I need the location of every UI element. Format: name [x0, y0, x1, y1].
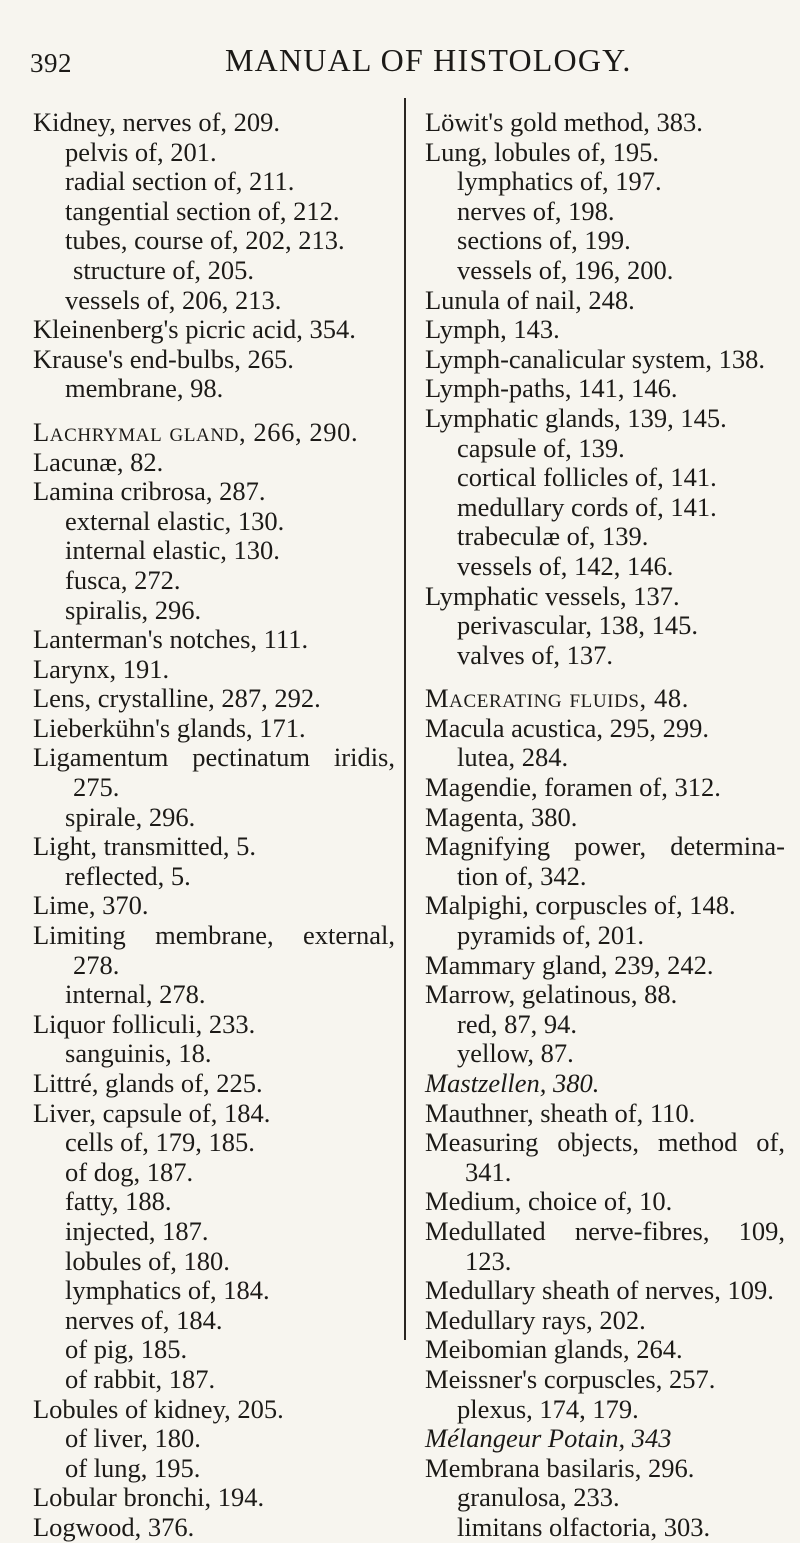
index-entry: Logwood, 376.: [33, 1511, 195, 1542]
index-entry: Light, transmitted, 5.: [33, 831, 257, 862]
index-entry: Magendie, foramen of, 312.: [425, 772, 721, 803]
index-column-right: [425, 108, 785, 1543]
section-gap: [33, 404, 395, 418]
index-subentry: fusca, 272.: [65, 564, 181, 595]
index-entry: Lime, 370.: [33, 890, 149, 921]
index-subentry: vessels of, 142, 146.: [457, 550, 674, 581]
index-subentry: nerves of, 198.: [457, 195, 615, 226]
index-entry: Medullated nerve-fibres, 109,: [425, 1215, 785, 1246]
index-entry: Lobular bronchi, 194.: [33, 1482, 265, 1513]
index-entry: Ligamentum pectinatum iridis,: [33, 742, 395, 773]
index-subentry: lymphatics of, 197.: [457, 166, 662, 197]
index-entry: Marrow, gelatinous, 88.: [425, 979, 678, 1010]
index-entry: Medullary sheath of nerves, 109.: [425, 1275, 774, 1306]
index-subentry: cells of, 179, 185.: [65, 1127, 255, 1158]
index-subentry: trabeculæ of, 139.: [457, 521, 649, 552]
index-subentry: of rabbit, 187.: [65, 1363, 216, 1394]
index-entry: Kleinenberg's picric acid, 354.: [33, 314, 356, 345]
index-subentry: valves of, 137.: [457, 639, 614, 670]
index-subentry: lobules of, 180.: [65, 1245, 230, 1276]
index-subentry: fatty, 188.: [65, 1186, 172, 1217]
index-entry: Lung, lobules of, 195.: [425, 136, 660, 167]
index-entry-continuation: 341.: [465, 1156, 512, 1187]
page-header: [0, 40, 800, 90]
index-subentry: of dog, 187.: [65, 1156, 194, 1187]
index-entry: Kidney, nerves of, 209.: [33, 107, 281, 137]
index-subentry: sanguinis, 18.: [65, 1038, 212, 1069]
index-entry: Limiting membrane, external,: [33, 920, 395, 951]
index-section-start: Macerating fluids, 48.: [425, 683, 689, 714]
column-divider: [404, 98, 406, 1340]
index-subentry: membrane, 98.: [65, 373, 224, 404]
index-entry: Lens, crystalline, 287, 292.: [33, 683, 321, 714]
running-title: MANUAL OF HISTOLOGY.: [225, 42, 632, 78]
index-subentry: medullary cords of, 141.: [457, 491, 717, 522]
index-entry: Krause's end-bulbs, 265.: [33, 343, 294, 374]
index-entry: Littré, glands of, 225.: [33, 1068, 263, 1098]
index-entry: Medullary rays, 202.: [425, 1304, 646, 1335]
index-entry: Medium, choice of, 10.: [425, 1186, 673, 1217]
index-entry: Lymphatic glands, 139, 145.: [425, 402, 727, 433]
index-subentry: sections of, 199.: [457, 225, 631, 256]
index-subentry: spirale, 296.: [65, 801, 196, 832]
index-subentry: cortical follicles of, 141.: [457, 462, 717, 493]
index-subentry: granulosa, 233.: [457, 1482, 620, 1513]
index-subentry: plexus, 174, 179.: [457, 1393, 639, 1424]
index-entry: Mélangeur Potain, 343: [425, 1423, 672, 1454]
index-subentry: red, 87, 94.: [457, 1008, 577, 1039]
index-entry-continuation: 123.: [465, 1245, 512, 1276]
index-entry: Meibomian glands, 264.: [425, 1334, 683, 1365]
index-subentry: reflected, 5.: [65, 860, 191, 891]
index-subentry: spiralis, 296.: [65, 594, 202, 625]
index-subentry: lutea, 284.: [457, 742, 569, 773]
index-subentry: capsule of, 139.: [457, 432, 625, 463]
index-subentry: radial section of, 211.: [65, 166, 295, 197]
index-subentry: lymphatics of, 184.: [65, 1275, 270, 1306]
index-entry: Lymph-canalicular system, 138.: [425, 343, 765, 374]
index-subentry: tangential section of, 212.: [65, 195, 340, 226]
index-subentry: external elastic, 130.: [65, 505, 285, 536]
index-entry: Liquor folliculi, 233.: [33, 1008, 256, 1039]
index-subentry: yellow, 87.: [457, 1038, 574, 1069]
index-section-start: Lachrymal gland, 266, 290.: [33, 416, 359, 447]
index-subentry: nerves of, 184.: [65, 1304, 223, 1335]
index-entry: Magenta, 380.: [425, 801, 578, 832]
index-subentry: internal, 278.: [65, 979, 206, 1010]
index-entry: Lunula of nail, 248.: [425, 284, 635, 315]
index-entry: Lamina cribrosa, 287.: [33, 476, 266, 507]
index-subentry: tubes, course of, 202, 213.: [65, 225, 345, 256]
index-subentry: limitans olfactoria, 303.: [457, 1511, 711, 1542]
index-entry: Magnifying power, determina-: [425, 831, 785, 862]
index-entry: Lacunæ, 82.: [33, 446, 164, 477]
index-subentry: perivascular, 138, 145.: [457, 610, 699, 641]
index-subentry: pelvis of, 201.: [65, 136, 217, 167]
index-entry: Lymphatic vessels, 137.: [425, 580, 680, 611]
index-subentry: pyramids of, 201.: [457, 920, 644, 951]
index-entry: Meissner's corpuscles, 257.: [425, 1363, 716, 1394]
page-number: 392: [30, 48, 72, 78]
index-entry: Mastzellen, 380.: [425, 1068, 600, 1098]
section-gap: [425, 670, 785, 684]
index-subentry: internal elastic, 130.: [65, 535, 280, 566]
index-column-left: [33, 108, 395, 1543]
index-entry: Larynx, 191.: [33, 653, 170, 684]
index-subentry: injected, 187.: [65, 1215, 209, 1246]
index-entry: Malpighi, corpuscles of, 148.: [425, 890, 736, 921]
index-entry: Mammary gland, 239, 242.: [425, 949, 714, 980]
index-entry: Measuring objects, method of,: [425, 1127, 785, 1158]
index-entry: Lobules of kidney, 205.: [33, 1393, 284, 1424]
index-subentry: of pig, 185.: [65, 1334, 188, 1365]
index-entry-continuation: structure of, 205.: [73, 254, 255, 285]
index-entry: Membrana basilaris, 296.: [425, 1452, 695, 1483]
index-entry: Macula acustica, 295, 299.: [425, 712, 710, 743]
index-entry: Lieberkühn's glands, 171.: [33, 712, 306, 743]
index-entry: Lymph-paths, 141, 146.: [425, 373, 678, 404]
index-subentry: of liver, 180.: [65, 1423, 201, 1454]
index-subentry: vessels of, 196, 200.: [457, 254, 674, 285]
index-entry-continuation: 278.: [73, 949, 120, 980]
index-subentry: vessels of, 206, 213.: [65, 284, 282, 315]
index-entry-continuation: 275.: [73, 772, 120, 803]
index-subentry: of lung, 195.: [65, 1452, 201, 1483]
index-entry: Mauthner, sheath of, 110.: [425, 1097, 696, 1128]
index-entry: Lanterman's notches, 111.: [33, 624, 309, 655]
index-entry: Löwit's gold method, 383.: [425, 107, 703, 137]
index-entry: Liver, capsule of, 184.: [33, 1097, 271, 1128]
index-entry: Lymph, 143.: [425, 314, 560, 345]
index-subentry: tion of, 342.: [457, 860, 587, 891]
